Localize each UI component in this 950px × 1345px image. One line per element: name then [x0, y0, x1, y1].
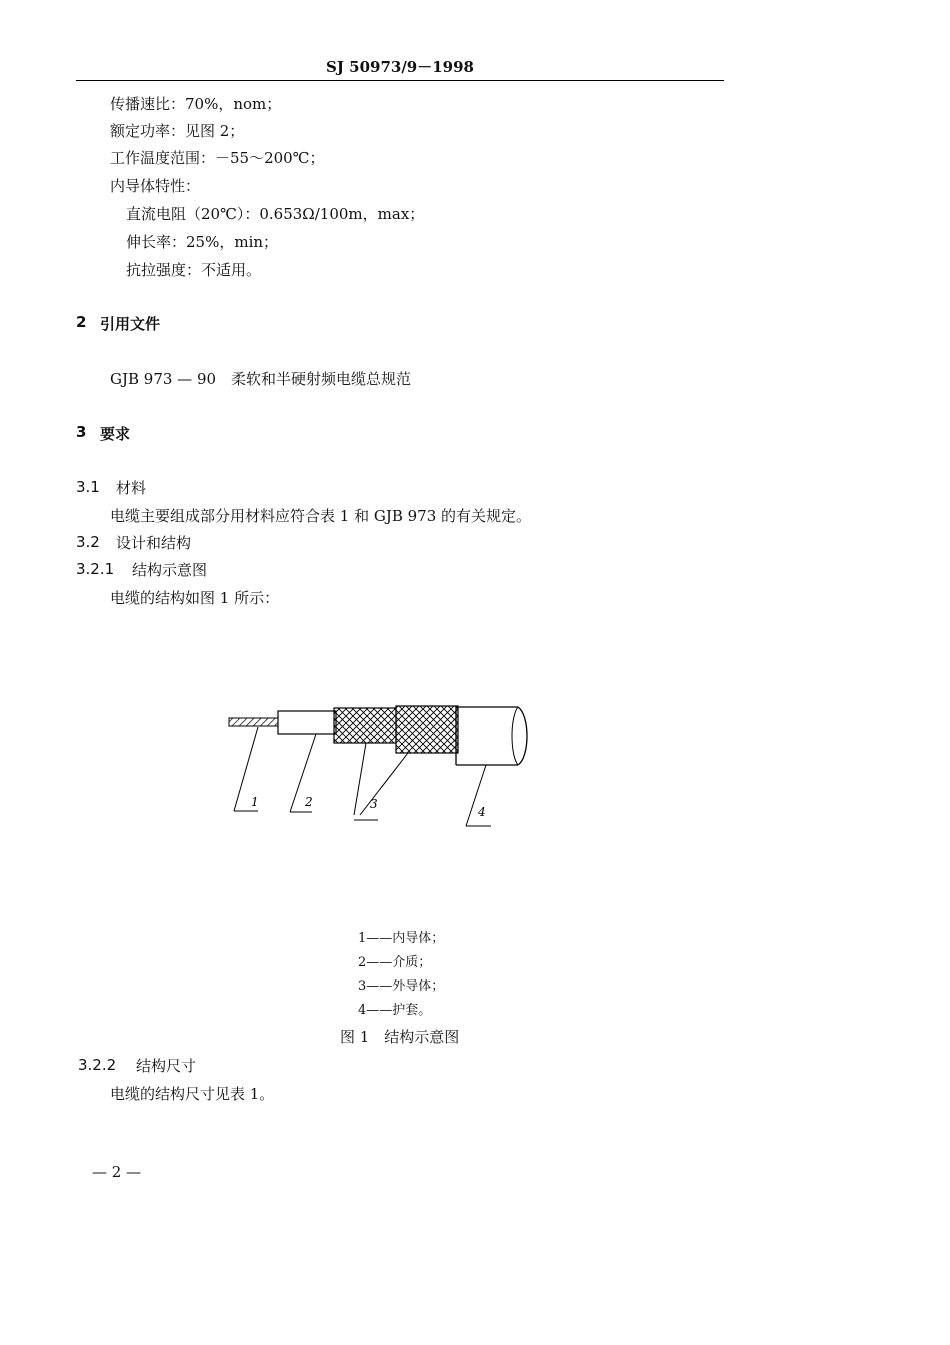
outer-conductor-layer-2 — [396, 706, 458, 753]
section-2-number: 2 — [76, 313, 87, 331]
section-3-1-title: 材料 — [116, 479, 147, 497]
dielectric — [278, 711, 336, 734]
legend-item: 1——内导体； — [358, 931, 445, 946]
spec-line: 工作温度范围：－55～200℃； — [110, 149, 325, 167]
section-3-2-title: 设计和结构 — [116, 534, 192, 552]
spec-line: 传播速比：70%，nom； — [110, 95, 282, 113]
jacket-end-inner — [512, 707, 518, 765]
reference-doc: GJB 973 — 90 柔软和半硬射频电缆总规范 — [110, 370, 412, 388]
section-3-1-body: 电缆主要组成部分用材料应符合表 1 和 GJB 973 的有关规定。 — [110, 507, 532, 525]
spec-line: 额定功率：见图 2； — [110, 122, 245, 140]
section-3-2-1-body: 电缆的结构如图 1 所示： — [110, 589, 280, 607]
leader-3b — [360, 753, 408, 815]
spec-line: 内导体特性： — [110, 177, 201, 195]
section-3-title: 要求 — [100, 425, 131, 443]
inner-conductor — [229, 718, 281, 726]
diagram-label-1: 1 — [251, 795, 259, 809]
header-rule — [76, 80, 724, 81]
figure-caption: 图 1 结构示意图 — [340, 1028, 460, 1046]
diagram-label-3: 3 — [370, 797, 378, 811]
section-2-title: 引用文件 — [100, 315, 161, 333]
conductor-line: 抗拉强度：不适用。 — [126, 261, 262, 279]
jacket — [456, 707, 518, 765]
jacket-end — [518, 707, 527, 765]
page-number: — 2 — — [92, 1163, 142, 1181]
conductor-line: 伸长率：25%，min； — [126, 233, 279, 251]
section-3-1-number: 3.1 — [76, 478, 100, 496]
section-3-2-1-number: 3.2.1 — [76, 560, 115, 578]
outer-conductor-layer-1 — [334, 708, 396, 743]
cable-structure-diagram — [220, 695, 540, 835]
conductor-line: 直流电阻（20℃）：0.653Ω/100m，max； — [126, 205, 425, 223]
section-3-2-number: 3.2 — [76, 533, 100, 551]
section-3-2-1-title: 结构示意图 — [132, 561, 208, 579]
section-3-number: 3 — [76, 423, 87, 441]
diagram-label-4: 4 — [478, 805, 486, 819]
legend-item: 2——介质； — [358, 955, 432, 970]
section-3-2-2-body: 电缆的结构尺寸见表 1。 — [110, 1085, 275, 1103]
leader-3a — [354, 743, 366, 815]
section-3-2-2-number: 3.2.2 — [78, 1056, 117, 1074]
page-header: SJ 50973/9－1998 — [325, 58, 474, 76]
section-3-2-2-title: 结构尺寸 — [136, 1057, 197, 1075]
diagram-label-2: 2 — [305, 795, 313, 809]
legend-item: 4——护套。 — [358, 1003, 432, 1018]
legend-item: 3——外导体； — [358, 979, 445, 994]
